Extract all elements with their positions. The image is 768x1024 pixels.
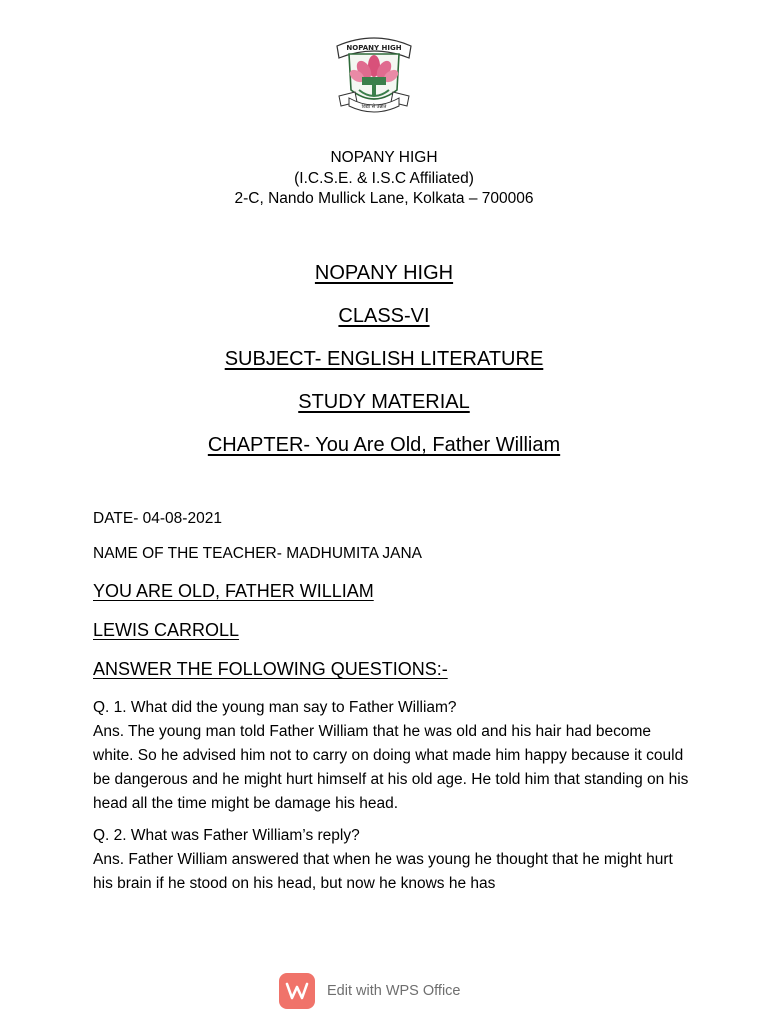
- author-heading: LEWIS CARROLL: [93, 620, 240, 640]
- crest-top-text: NOPANY HIGH: [346, 44, 402, 52]
- wps-label: Edit with WPS Office: [327, 983, 461, 999]
- qa-item: [93, 696, 693, 816]
- question-text: Q. 2. What was Father William’s reply?: [93, 827, 360, 844]
- title-school: NOPANY HIGH: [314, 262, 454, 284]
- school-address: 2-C, Nando Mullick Lane, Kolkata – 700006: [234, 190, 534, 207]
- crest-motto-text: विद्या से उन्नति: [361, 104, 387, 110]
- crest-graphic: [331, 30, 417, 116]
- school-crest-logo: [331, 30, 417, 116]
- school-name: NOPANY HIGH: [330, 149, 438, 166]
- school-affiliation: (I.C.S.E. & I.S.C Affiliated): [294, 169, 474, 187]
- title-block: [0, 259, 768, 474]
- school-header: [0, 148, 768, 210]
- instruction-heading: ANSWER THE FOLLOWING QUESTIONS:-: [93, 659, 448, 679]
- date-line: DATE- 04-08-2021: [93, 510, 222, 527]
- title-subject: SUBJECT- ENGLISH LITERATURE: [224, 348, 544, 370]
- title-class: CLASS-VI: [338, 305, 430, 327]
- qa-item: [93, 824, 693, 896]
- edit-with-wps-button[interactable]: [279, 973, 479, 1009]
- title-material: STUDY MATERIAL: [298, 391, 470, 413]
- answer-text: Ans. Father William answered that when he was young he thought that he might hurt his brain if he stood on his head, but now he knows he has: [93, 851, 673, 892]
- poem-title-heading: YOU ARE OLD, FATHER WILLIAM: [93, 581, 374, 601]
- teacher-line: NAME OF THE TEACHER- MADHUMITA JANA: [93, 545, 422, 562]
- title-chapter: CHAPTER- You Are Old, Father William: [207, 434, 561, 456]
- wps-office-icon: [279, 973, 315, 1009]
- document-content: [93, 508, 693, 904]
- question-text: Q. 1. What did the young man say to Father William?: [93, 699, 457, 716]
- answer-text: Ans. The young man told Father William that he was old and his hair had become white. So he advised him not to carry on doing what made him happy because it could be dangerous and he might hurt himself at his old age. He told him that standing on his head all the time might be damage his head.: [93, 723, 689, 812]
